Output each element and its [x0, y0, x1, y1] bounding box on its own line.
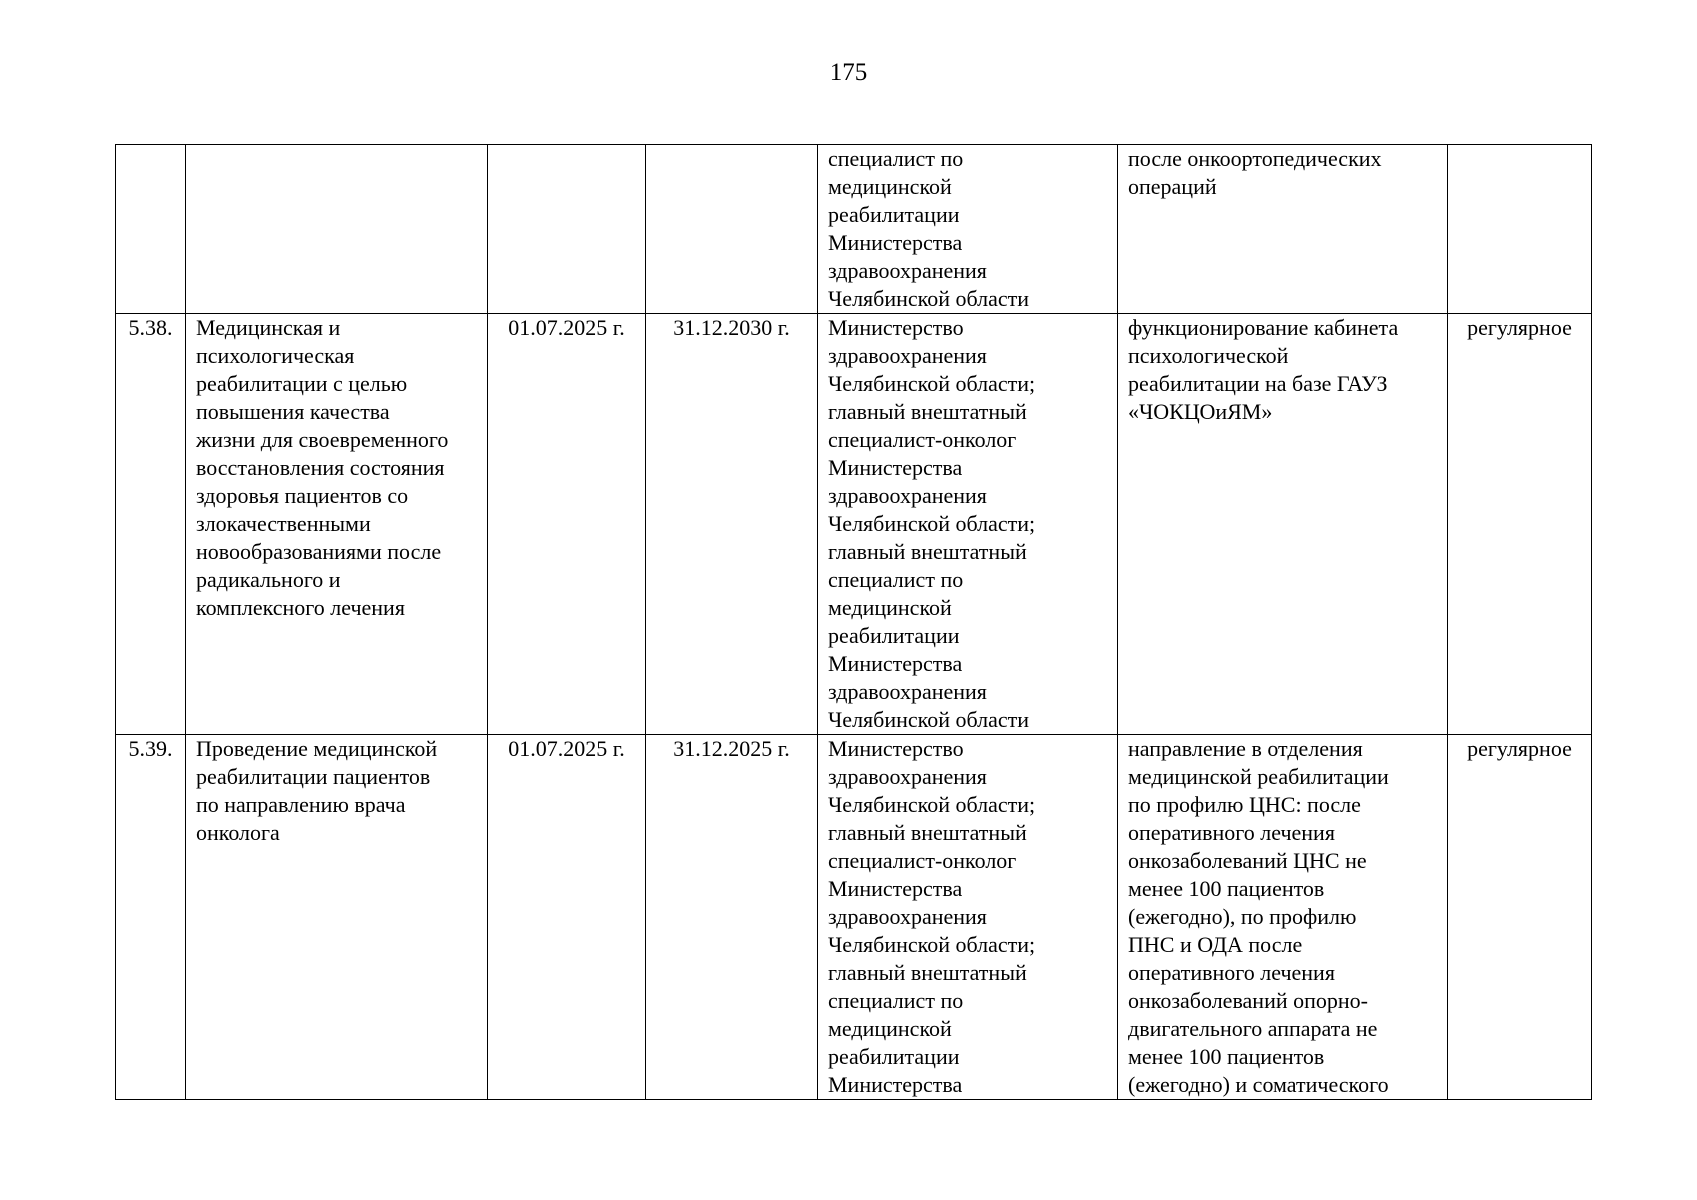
cell-number: 5.38.: [116, 314, 186, 735]
cell-frequency: регулярное: [1448, 314, 1592, 735]
cell-responsible: Министерство здравоохранения Челябинской области; главный внештатный специалист-онколог Министерства здравоохранения Челябинской области; главный внештатный специалист по медицинской реабилитации Министерства: [818, 735, 1118, 1100]
table-row: [116, 145, 1592, 314]
cell-result: после онкоортопедических операций: [1118, 145, 1448, 314]
cell-result: функционирование кабинета психологической реабилитации на базе ГАУЗ «ЧОКЦОиЯМ»: [1118, 314, 1448, 735]
cell-end-date: [646, 145, 818, 314]
page-number: 175: [829, 59, 868, 86]
cell-start-date: 01.07.2025 г.: [488, 735, 646, 1100]
table-row: [116, 735, 1592, 1100]
cell-responsible: Министерство здравоохранения Челябинской области; главный внештатный специалист-онколог Министерства здравоохранения Челябинской области; главный внештатный специалист по медицинской реабилитации Министерства здравоохранения Челябинской области: [818, 314, 1118, 735]
cell-responsible: специалист по медицинской реабилитации Министерства здравоохранения Челябинской области: [818, 145, 1118, 314]
cell-measure-name: [186, 145, 488, 314]
table-row: [116, 314, 1592, 735]
cell-measure-name: Медицинская и психологическая реабилитации с целью повышения качества жизни для своевременного восстановления состояния здоровья пациентов со злокачественными новообразованиями после радикального и комплексного лечения: [186, 314, 488, 735]
cell-end-date: 31.12.2025 г.: [646, 735, 818, 1100]
measures-table: [115, 144, 1592, 1100]
cell-frequency: [1448, 145, 1592, 314]
cell-frequency: регулярное: [1448, 735, 1592, 1100]
cell-start-date: [488, 145, 646, 314]
cell-end-date: 31.12.2030 г.: [646, 314, 818, 735]
cell-start-date: 01.07.2025 г.: [488, 314, 646, 735]
cell-number: 5.39.: [116, 735, 186, 1100]
cell-number: [116, 145, 186, 314]
cell-result: направление в отделения медицинской реабилитации по профилю ЦНС: после оперативного лечения онкозаболеваний ЦНС не менее 100 пациентов (ежегодно), по профилю ПНС и ОДА после оперативного лечения онкозаболеваний опорно- двигательного аппарата не менее 100 пациентов (ежегодно) и соматического: [1118, 735, 1448, 1100]
cell-measure-name: Проведение медицинской реабилитации пациентов по направлению врача онколога: [186, 735, 488, 1100]
